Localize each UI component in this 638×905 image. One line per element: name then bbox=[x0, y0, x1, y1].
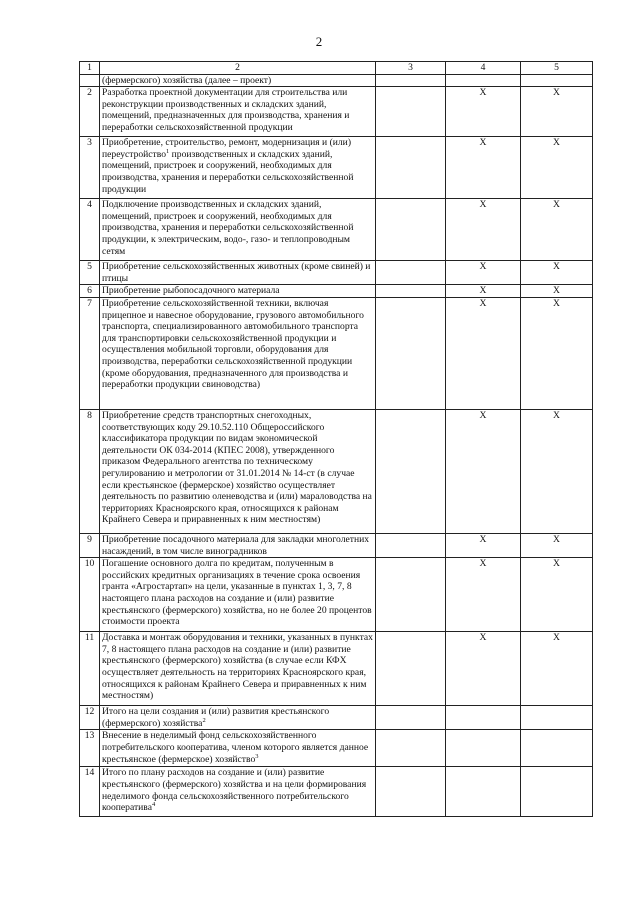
mark-cell-c4 bbox=[446, 730, 521, 767]
mark-cell-c5: X bbox=[521, 87, 593, 137]
mark-cell-c3 bbox=[376, 261, 446, 285]
row-number: 8 bbox=[80, 409, 100, 533]
table-row bbox=[80, 558, 593, 632]
row-description-cell bbox=[100, 632, 376, 706]
mark-cell-c4: X bbox=[446, 199, 521, 261]
mark-cell-c3 bbox=[376, 137, 446, 199]
mark-cell-c5: X bbox=[521, 137, 593, 199]
mark-cell-c4: X bbox=[446, 533, 521, 557]
row-description: Доставка и монтаж оборудования и техники, указанных в пунктах 7, 8 настоящего плана расходов на создание и (или) развитие крестьянского (фермерского) хозяйства (в случае если КФХ осуществляет деятельность на территориях Красноярского края, относящихся к районам Крайнего Севера и приравненных к ним местностям) bbox=[102, 632, 373, 702]
table-row bbox=[80, 74, 593, 87]
table-row bbox=[80, 137, 593, 199]
page-number: 2 bbox=[315, 34, 323, 49]
mark-cell-c5: X bbox=[521, 285, 593, 298]
mark-cell-c5: X bbox=[521, 558, 593, 632]
mark-cell-c5 bbox=[521, 74, 593, 87]
mark-cell-c3 bbox=[376, 767, 446, 817]
row-description-cell bbox=[100, 767, 376, 817]
mark-cell-c4 bbox=[446, 74, 521, 87]
row-description-cell bbox=[100, 409, 376, 533]
row-description-cell bbox=[100, 730, 376, 767]
row-number: 2 bbox=[80, 87, 100, 137]
column-header-2: 2 bbox=[100, 62, 376, 75]
row-number: 12 bbox=[80, 706, 100, 730]
table-row bbox=[80, 533, 593, 557]
table-row bbox=[80, 261, 593, 285]
row-description: Погашение основного долга по кредитам, полученным в российских кредитных организациях в течение срока освоения гранта «Агростартап» на цели, указанные в пунктах 1, 3, 7, 8 настоящего плана расходов на создание и (или) развитие крестьянского (фермерского) хозяйства, но не более 20 процентов стоимости проекта bbox=[102, 558, 372, 628]
table-row bbox=[80, 87, 593, 137]
column-header-1: 1 bbox=[80, 62, 100, 75]
mark-cell-c4: X bbox=[446, 285, 521, 298]
table-row bbox=[80, 409, 593, 533]
mark-cell-c4: X bbox=[446, 632, 521, 706]
table-row bbox=[80, 706, 593, 730]
row-description: Приобретение средств транспортных снегоходных, соответствующих коду 29.10.52.110 Общероссийского классификатора продукции по видам экономической деятельности ОК 034-2014 (КПЕС 2008), утвержденного приказом Федерального агентства по техническому регулированию и метрологии от 31.01.2014 № 14-ст (в случае если крестьянское (фермерское) хозяйство осуществляет деятельность по развитию оленеводства и (или) мараловодства на территориях Красноярского края, относящихся к районам Крайнего Севера и приравненных к ним местностям) bbox=[102, 409, 372, 526]
row-description: Итого на цели создания и (или) развития крестьянского (фермерского) хозяйства bbox=[102, 706, 330, 729]
row-description-cell bbox=[100, 706, 376, 730]
row-description-cell bbox=[100, 87, 376, 137]
row-description bbox=[102, 137, 353, 194]
row-description: Приобретение рыбопосадочного материала bbox=[102, 285, 280, 297]
mark-cell-c3 bbox=[376, 730, 446, 767]
row-description: Приобретение сельскохозяйственной техники, включая прицепное и навесное оборудование, грузового автомобильного транспорта, специализированного автомобильного транспорта для транспортировки сельскохозяйственной продукции и осуществления мобильной торговли, оборудования для производства, переработки сельскохозяйственной продукции (кроме оборудования, предназначенного для производства и переработки продукции свиноводства) bbox=[102, 297, 364, 391]
row-description-cell bbox=[100, 558, 376, 632]
mark-cell-c4: X bbox=[446, 137, 521, 199]
table-row bbox=[80, 199, 593, 261]
footnote-marker: 4 bbox=[151, 800, 156, 808]
mark-cell-c4: X bbox=[446, 409, 521, 533]
table-row bbox=[80, 730, 593, 767]
mark-cell-c4: X bbox=[446, 261, 521, 285]
footnote-marker: 1 bbox=[166, 147, 170, 155]
table-row bbox=[80, 285, 593, 298]
column-header-5: 5 bbox=[521, 62, 593, 75]
row-description: (фермерского) хозяйства (далее – проект) bbox=[102, 74, 272, 86]
mark-cell-c5: X bbox=[521, 199, 593, 261]
mark-cell-c3 bbox=[376, 558, 446, 632]
row-description: Приобретение посадочного материала для закладки многолетних насаждений, в том числе виноградников bbox=[102, 533, 370, 557]
mark-cell-c3 bbox=[376, 409, 446, 533]
row-description-cell bbox=[100, 137, 376, 199]
column-header-3: 3 bbox=[376, 62, 446, 75]
mark-cell-c5: X bbox=[521, 409, 593, 533]
mark-cell-c5: X bbox=[521, 261, 593, 285]
mark-cell-c3 bbox=[376, 632, 446, 706]
row-number: 14 bbox=[80, 767, 100, 817]
row-description-cell bbox=[100, 285, 376, 298]
expense-plan-table bbox=[79, 61, 593, 817]
row-number: 4 bbox=[80, 199, 100, 261]
mark-cell-c5: X bbox=[521, 297, 593, 409]
row-description-cell bbox=[100, 199, 376, 261]
row-number: 3 bbox=[80, 137, 100, 199]
mark-cell-c4: X bbox=[446, 558, 521, 632]
column-header-4: 4 bbox=[446, 62, 521, 75]
mark-cell-c5 bbox=[521, 706, 593, 730]
row-description-cell bbox=[100, 74, 376, 87]
row-number: 5 bbox=[80, 261, 100, 285]
row-number: 6 bbox=[80, 285, 100, 298]
row-description: Разработка проектной документации для строительства или реконструкции производственных и складских зданий, помещений, предназначенных для производства, хранения и переработки сельскохозяйственной продукции bbox=[102, 87, 350, 133]
footnote-marker: 3 bbox=[255, 752, 259, 760]
header-row bbox=[80, 62, 593, 75]
footnote-marker: 2 bbox=[202, 716, 206, 724]
row-description-cell bbox=[100, 297, 376, 409]
mark-cell-c3 bbox=[376, 706, 446, 730]
mark-cell-c3 bbox=[376, 285, 446, 298]
row-description: Итого по плану расходов на создание и (или) развитие крестьянского (фермерского) хозяйства и на цели формирования неделимого фонда сельскохозяйственного потребительского кооператива bbox=[102, 767, 367, 814]
mark-cell-c5: X bbox=[521, 533, 593, 557]
table-row bbox=[80, 767, 593, 817]
row-description-cell bbox=[100, 533, 376, 557]
row-number bbox=[80, 74, 100, 87]
mark-cell-c3 bbox=[376, 87, 446, 137]
mark-cell-c3 bbox=[376, 533, 446, 557]
table-row bbox=[80, 297, 593, 409]
mark-cell-c4 bbox=[446, 706, 521, 730]
mark-cell-c4 bbox=[446, 767, 521, 817]
row-number: 13 bbox=[80, 730, 100, 767]
table-row bbox=[80, 632, 593, 706]
row-description-part: Приобретение, строительство, ремонт, модернизация и (или) переустройство bbox=[102, 137, 352, 160]
row-description: Внесение в неделимый фонд сельскохозяйственного потребительского кооператива, членом которого является данное крестьянское (фермерское) хозяйство bbox=[102, 730, 369, 765]
mark-cell-c3 bbox=[376, 199, 446, 261]
mark-cell-c5 bbox=[521, 730, 593, 767]
row-number: 7 bbox=[80, 297, 100, 409]
row-number: 10 bbox=[80, 558, 100, 632]
mark-cell-c3 bbox=[376, 297, 446, 409]
mark-cell-c5: X bbox=[521, 632, 593, 706]
row-description: Подключение производственных и складских зданий, помещений, пристроек и сооружений, необходимых для производства, хранения и переработки сельскохозяйственной продукции, к электрическим, водо-, газо- и теплопроводным сетям bbox=[102, 199, 354, 257]
row-description: Приобретение сельскохозяйственных животных (кроме свиней) и птицы bbox=[102, 261, 371, 284]
row-description-part: производственных и складских зданий, помещений, пристроек и сооружений, необходимых для производства, хранения и переработки сельскохозяйственной продукции bbox=[102, 148, 354, 195]
mark-cell-c4: X bbox=[446, 297, 521, 409]
row-number: 11 bbox=[80, 632, 100, 706]
mark-cell-c3 bbox=[376, 74, 446, 87]
mark-cell-c4: X bbox=[446, 87, 521, 137]
row-description-cell bbox=[100, 261, 376, 285]
row-number: 9 bbox=[80, 533, 100, 557]
mark-cell-c5 bbox=[521, 767, 593, 817]
